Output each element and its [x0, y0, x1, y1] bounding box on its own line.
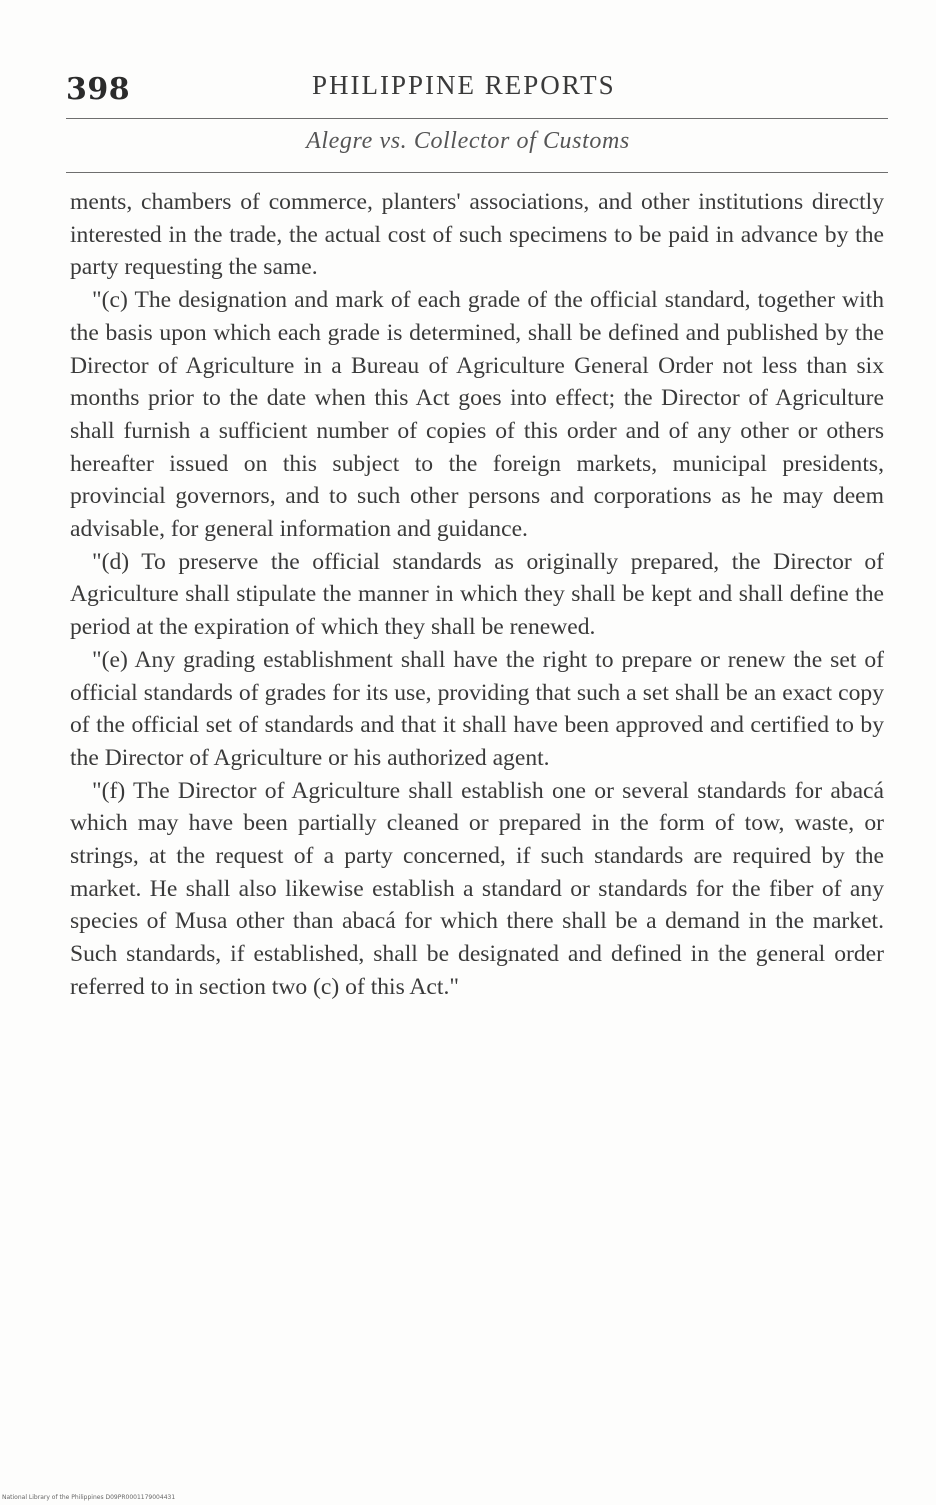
header-rule-bottom [66, 172, 888, 173]
paragraph-subsection-c: "(c) The designation and mark of each grade of the official standard, together with the basis upon which each grade is determined, shall be defined and published by the Director of Agriculture in a Bureau of Agriculture General Order not less than six months prior to the date when this Act goes into effect; the Director of Agriculture shall furnish a sufficient number of copies of this order and of any other or others hereafter issued on this subject to the foreign markets, municipal presidents, provincial governors, and to such other persons and corporations as he may deem advisable, for general information and guidance. [70, 287, 884, 543]
paragraph-subsection-f: "(f) The Director of Agriculture shall establish one or several standards for abacá which may have been partially cleaned or prepared in the form of tow, waste, or strings, at the request of a party concerned, if such standards are required by the market. He shall also likewise establish a standard or standards for the fiber of any species of Musa other than abacá for which there shall be a demand in the market. Such standards, if established, shall be designated and defined in the general order referred to in section two (c) of this Act." [70, 777, 884, 1000]
paragraph-subsection-d: "(d) To preserve the official standards as originally prepared, the Director of Agriculture shall stipulate the manner in which they shall be kept and shall define the period at the expiration of which they shall be renewed. [70, 548, 884, 641]
case-title: Alegre vs. Collector of Customs [306, 128, 630, 154]
paragraph-subsection-e: "(e) Any grading establishment shall have the right to prepare or renew the set of official standards of grades for its use, providing that such a set shall be an exact copy of the official set of standards and that it shall have been approved and certified to by the Director of Agriculture or his authorized agent. [70, 646, 884, 771]
paragraph-continuation: ments, chambers of commerce, planters' associations, and other institutions directly interested in the trade, the actual cost of such specimens to be paid in advance by the party requesting the same. [70, 189, 884, 281]
header-rule-top [66, 118, 888, 119]
body-text [70, 186, 884, 1004]
running-head: PHILIPPINE REPORTS [312, 70, 616, 100]
scan-footer-note: National Library of the Philippines D09PR0001179004431 [2, 1494, 176, 1501]
page-number: 398 [66, 72, 131, 107]
